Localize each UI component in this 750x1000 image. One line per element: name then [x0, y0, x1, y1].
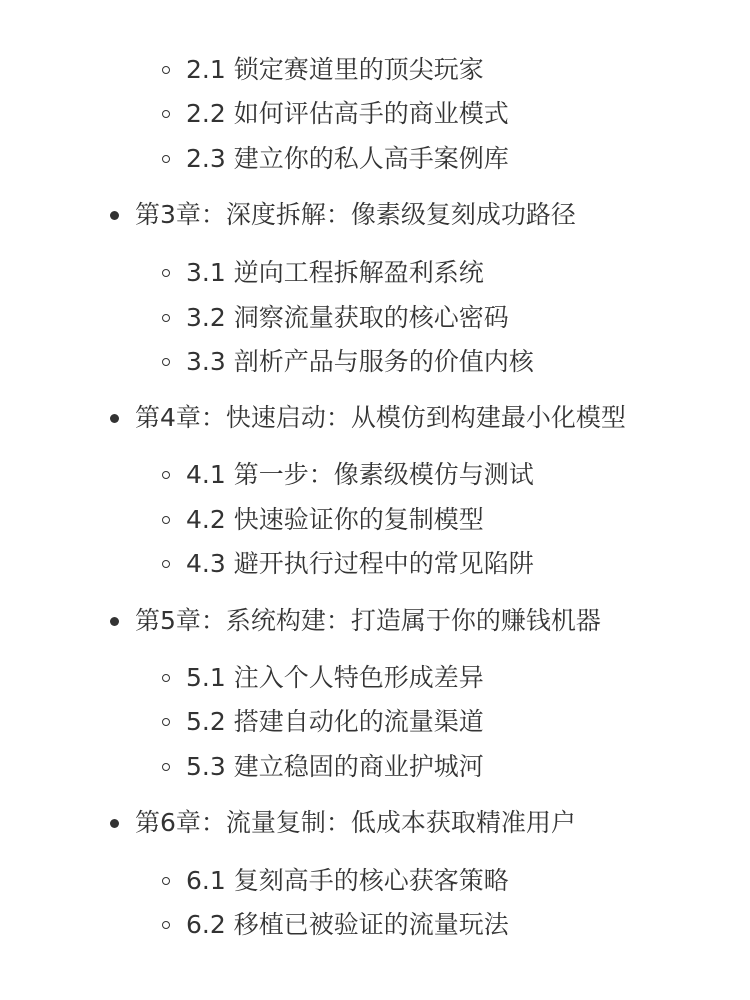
hollow-circle-bullet-icon — [162, 560, 170, 568]
filled-disc-bullet-icon — [110, 617, 119, 626]
section-label: 5.3 建立稳固的商业护城河 — [186, 752, 484, 781]
section-label: 5.2 搭建自动化的流量渠道 — [186, 707, 484, 736]
section-label: 4.3 避开执行过程中的常见陷阱 — [186, 549, 534, 578]
hollow-circle-bullet-icon — [162, 763, 170, 771]
section-item — [162, 139, 509, 179]
section-label: 5.1 注入个人特色形成差异 — [186, 663, 484, 692]
section-label: 2.2 如何评估高手的商业模式 — [186, 99, 509, 128]
chapter-title: 第3章：深度拆解：像素级复刻成功路径 — [135, 200, 576, 229]
section-item — [162, 905, 509, 945]
hollow-circle-bullet-icon — [162, 314, 170, 322]
section-item — [162, 253, 484, 293]
section-item — [162, 342, 534, 382]
hollow-circle-bullet-icon — [162, 358, 170, 366]
hollow-circle-bullet-icon — [162, 674, 170, 682]
hollow-circle-bullet-icon — [162, 516, 170, 524]
chapter-item-4 — [110, 398, 626, 438]
section-label: 4.1 第一步：像素级模仿与测试 — [186, 460, 534, 489]
hollow-circle-bullet-icon — [162, 921, 170, 929]
hollow-circle-bullet-icon — [162, 471, 170, 479]
section-label: 3.1 逆向工程拆解盈利系统 — [186, 258, 484, 287]
section-item — [162, 500, 484, 540]
section-item — [162, 702, 484, 742]
section-item — [162, 298, 509, 338]
section-label: 6.1 复刻高手的核心获客策略 — [186, 866, 509, 895]
section-item — [162, 658, 484, 698]
hollow-circle-bullet-icon — [162, 269, 170, 277]
chapter-title: 第4章：快速启动：从模仿到构建最小化模型 — [135, 403, 626, 432]
chapter-item-5 — [110, 601, 601, 641]
section-label: 3.3 剖析产品与服务的价值内核 — [186, 347, 534, 376]
section-label: 2.1 锁定赛道里的顶尖玩家 — [186, 55, 484, 84]
section-item — [162, 747, 484, 787]
hollow-circle-bullet-icon — [162, 155, 170, 163]
hollow-circle-bullet-icon — [162, 718, 170, 726]
chapter-item-3 — [110, 195, 576, 235]
filled-disc-bullet-icon — [110, 414, 119, 423]
section-item — [162, 544, 534, 584]
section-label: 6.2 移植已被验证的流量玩法 — [186, 910, 509, 939]
chapter-item-6 — [110, 803, 576, 843]
section-label: 4.2 快速验证你的复制模型 — [186, 505, 484, 534]
section-label: 3.2 洞察流量获取的核心密码 — [186, 303, 509, 332]
hollow-circle-bullet-icon — [162, 66, 170, 74]
hollow-circle-bullet-icon — [162, 877, 170, 885]
chapter-title: 第5章：系统构建：打造属于你的赚钱机器 — [135, 606, 601, 635]
section-item — [162, 94, 509, 134]
filled-disc-bullet-icon — [110, 211, 119, 220]
hollow-circle-bullet-icon — [162, 110, 170, 118]
section-item — [162, 861, 509, 901]
section-label: 2.3 建立你的私人高手案例库 — [186, 144, 509, 173]
chapter-title: 第6章：流量复制：低成本获取精准用户 — [135, 808, 576, 837]
section-item — [162, 50, 484, 90]
section-item — [162, 455, 534, 495]
filled-disc-bullet-icon — [110, 819, 119, 828]
